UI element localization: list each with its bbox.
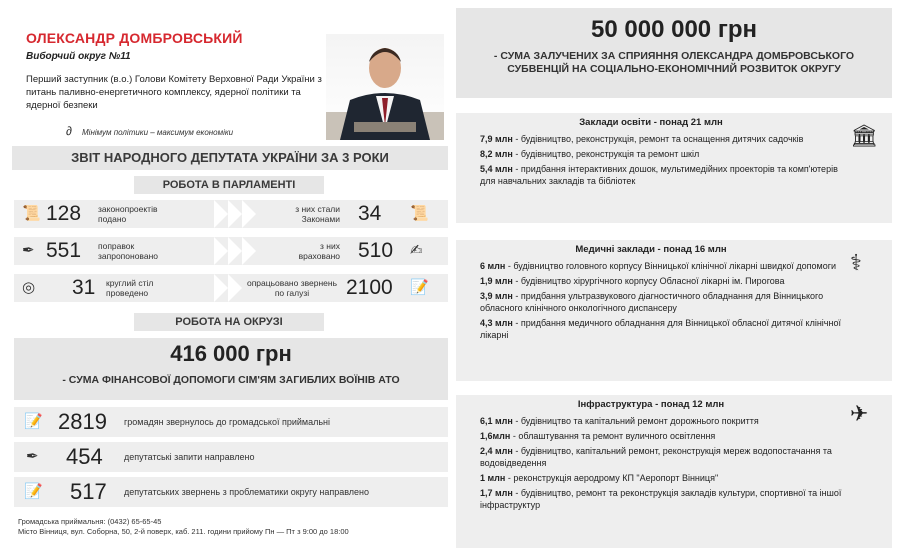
category-item: 1 млн - реконструкція аеродрому КП "Аеропорт Вінниця"	[480, 473, 719, 483]
round-tables-label: круглий стіл проведено	[106, 278, 154, 298]
reception-phone: Громадська приймальня: (0432) 65-65-45	[18, 517, 162, 526]
district-label: Виборчий округ №11	[26, 51, 131, 62]
okrug-section-label: РОБОТА НА ОКРУЗІ	[134, 313, 324, 331]
scroll-icon: 📜	[22, 205, 41, 222]
bills-submitted-label: законопроектів подано	[98, 204, 158, 224]
bills-passed-label: з них стали Законами	[295, 204, 340, 224]
caduceus-icon: ⚕	[850, 250, 862, 275]
category-item: 6,1 млн - будівництво та капітальний ремонт дорожнього покриття	[480, 416, 759, 426]
school-icon: 🏛	[850, 123, 878, 148]
appeals-processed-label: опрацьовано звернень по галузі	[246, 278, 338, 298]
category-item: 4,3 млн - придбання медичного обладнання для Вінницької обласної дитячої клінічної лікарні	[480, 318, 841, 340]
parliament-section-label: РОБОТА В ПАРЛАМЕНТІ	[134, 176, 324, 194]
subventions-caption: - СУМА ЗАЛУЧЕНИХ ЗА СПРИЯННЯ ОЛЕКСАНДРА ДОМБРОВСЬКОГО СУБВЕНЦІЙ НА СОЦІАЛЬНО-ЕКОНОМІЧНИЙ РОЗВИТОК ОКРУГУ	[493, 50, 855, 75]
okrug-stat-row	[14, 477, 448, 507]
category-item: 8,2 млн - будівництво, реконструкція та ремонт шкіл	[480, 149, 700, 159]
round-tables-value: 31	[72, 276, 96, 299]
bills-submitted-value: 128	[46, 202, 82, 225]
category-item: 1,6млн - облаштування та ремонт вуличного освітлення	[480, 431, 716, 441]
reception-address: Місто Вінниця, вул. Соборна, 50, 2-й поверх, каб. 211. години прийому Пн — Пт з 9:00 до 18:00	[18, 527, 349, 536]
amendments-accepted-value: 510	[358, 239, 394, 262]
category-title: Медичні заклади - понад 16 млн	[575, 244, 727, 255]
airplane-icon: ✈	[850, 401, 869, 426]
aid-caption: - СУМА ФІНАНСОВОЇ ДОПОМОГИ СІМ'ЯМ ЗАГИБЛИХ ВОЇНІВ АТО	[62, 374, 400, 386]
subventions-box	[456, 8, 892, 98]
category-item: 3,9 млн - придбання ультразвукового діагностичного обладнання для Вінницького обласного клінічного онкологічного диспансеру	[480, 291, 824, 313]
bills-passed-value: 34	[358, 202, 382, 225]
citizens-appealed-value: 2819	[58, 409, 107, 434]
deputy-position: Перший заступник (в.о.) Голови Комітету Верховної Ради України з питань паливно-енергетичного комплексу, ядерної політики та ядерної безпеки	[26, 74, 322, 111]
category-medical	[456, 240, 892, 381]
parliament-stat-row	[14, 237, 448, 265]
amendments-proposed-label: поправок запропоновано	[98, 241, 159, 261]
category-education	[456, 113, 892, 223]
document-edit-icon: 📝	[24, 483, 43, 500]
category-infrastructure	[456, 395, 892, 548]
category-item: 5,4 млн - придбання інтерактивних дошок, мультимедійних проекторів та комп'ютерів для навчальних закладів та бібліотек	[480, 164, 838, 186]
pen-icon: ✒	[22, 242, 35, 259]
deputy-requests-value: 454	[66, 444, 103, 469]
deputy-photo	[326, 34, 444, 140]
okrug-stat-row	[14, 442, 448, 472]
okrug-stat-row	[14, 407, 448, 437]
category-title: Заклади освіти - понад 21 млн	[579, 117, 723, 128]
category-item: 6 млн - будівництво головного корпусу Вінницької клінічної лікарні швидкої допомоги	[480, 261, 837, 271]
round-table-icon: ◎	[22, 279, 36, 296]
category-item: 2,4 млн - будівництво, капітальний ремонт, реконструкція мереж водопостачання та водовідведення	[480, 446, 832, 468]
aid-box	[14, 338, 448, 400]
signature-icon: ✍	[410, 242, 423, 259]
category-item: 1,7 млн - будівництво, ремонт та реконструкція закладів культури, спортивної та іншої інфраструктур	[480, 488, 842, 510]
district-appeals-label: депутатських звернень з проблематики округу направлено	[124, 487, 370, 497]
amendments-accepted-label: з них враховано	[298, 241, 340, 261]
appeals-processed-value: 2100	[346, 276, 393, 299]
signature-icon: ∂	[66, 124, 72, 138]
category-item: 7,9 млн - будівництво, реконструкція, ремонт та оснащення дитячих садочків	[480, 134, 804, 144]
deputy-name: ОЛЕКСАНДР ДОМБРОВСЬКИЙ	[26, 30, 243, 46]
category-item: 1,9 млн - будівництво хірургічного корпусу Обласної лікарні ім. Пирогова	[480, 276, 785, 286]
report-title: ЗВІТ НАРОДНОГО ДЕПУТАТА УКРАЇНИ ЗА 3 РОКИ	[12, 146, 448, 170]
deputy-requests-label: депутатські запити направлено	[124, 452, 255, 462]
district-appeals-value: 517	[70, 479, 107, 504]
citizens-appealed-label: громадян звернулось до громадської приймальні	[124, 417, 330, 427]
subventions-amount: 50 000 000 грн	[591, 16, 757, 43]
parliament-stat-row	[14, 274, 448, 302]
parliament-stat-row	[14, 200, 448, 228]
fountain-pen-icon: ✒	[26, 448, 39, 465]
reception-info	[18, 517, 349, 537]
motto: Мінімум політики – максимум економіки	[82, 128, 234, 137]
scroll-icon: 📜	[410, 205, 429, 222]
document-edit-icon: 📝	[410, 279, 429, 296]
amendments-proposed-value: 551	[46, 239, 82, 262]
aid-amount: 416 000 грн	[170, 341, 292, 366]
document-edit-icon: 📝	[24, 413, 43, 430]
category-title: Інфраструктура - понад 12 млн	[577, 399, 725, 410]
